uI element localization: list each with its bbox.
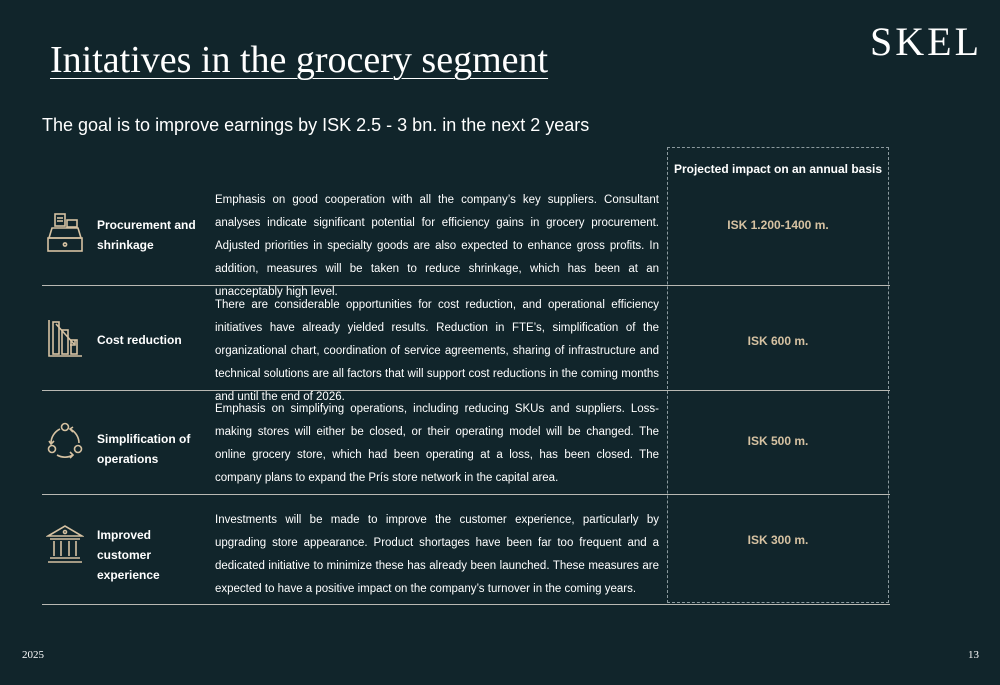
footer-year: 2025 [22,649,44,661]
page-title: Initatives in the grocery segment [50,39,549,81]
initiative-description: Emphasis on good cooperation with all the company’s key suppliers. Consultant analyses indicate significant potential for efficiency gains in grocery procurement. Adjusted priorities in specialty goods are also expected to enhance gross profits. In addition, measures will be taken to reduce shrinkage, which has been at an unacceptably high level. [215,194,659,298]
initiative-description: Emphasis on simplifying operations, including reducing SKUs and suppliers. Loss-making stores will either be closed, or their operating model will be changed. The online grocery store, which had been operating at a loss, has been closed. The company plans to expand the Prís store network in the capital area. [215,403,659,484]
initiative-description: There are considerable opportunities for cost reduction, and operational efficiency initiatives have already yielded results. Reduction in FTE’s, simplification of the organizational chart, coordination of service agreements, sharing of infrastructure and technical solutions are all factors that will support cost reductions in the coming months and until the end of 2026. [215,299,659,403]
initiative-impact: ISK 1.200-1400 m. [727,218,829,232]
initiative-row-simplification [42,391,890,495]
initiative-impact: ISK 300 m. [747,533,809,547]
initiative-impact: ISK 600 m. [747,334,809,348]
impact-column-header: Projected impact on an annual basis [673,162,883,176]
initiative-row-procurement [42,185,890,298]
initiative-impact: ISK 500 m. [747,434,809,448]
cash-register-icon [46,211,84,253]
page-number: 13 [968,649,979,661]
initiative-row-cost-reduction [42,286,890,403]
building-icon [46,523,84,565]
company-logo: SKEL [870,19,982,64]
initiative-label: Cost reduction [97,333,182,347]
initiative-label: Simplification of operations [97,432,191,466]
page-subtitle: The goal is to improve earnings by ISK 2.5 - 3 bn. in the next 2 years [42,115,590,135]
initiative-row-customer-experience [42,495,890,605]
declining-chart-icon [46,318,84,360]
initiative-label: Procurement and shrinkage [97,218,196,252]
cycle-icon [46,421,84,463]
initiative-label: Improved customer experience [97,528,160,582]
initiative-description: Investments will be made to improve the customer experience, particularly by upgrading store appearance. Product shortages have been far too frequent and a dedicated initiative to minimize these has already been launched. These measures are expected to have a positive impact on the company’s turnover in the coming years. [215,514,659,595]
